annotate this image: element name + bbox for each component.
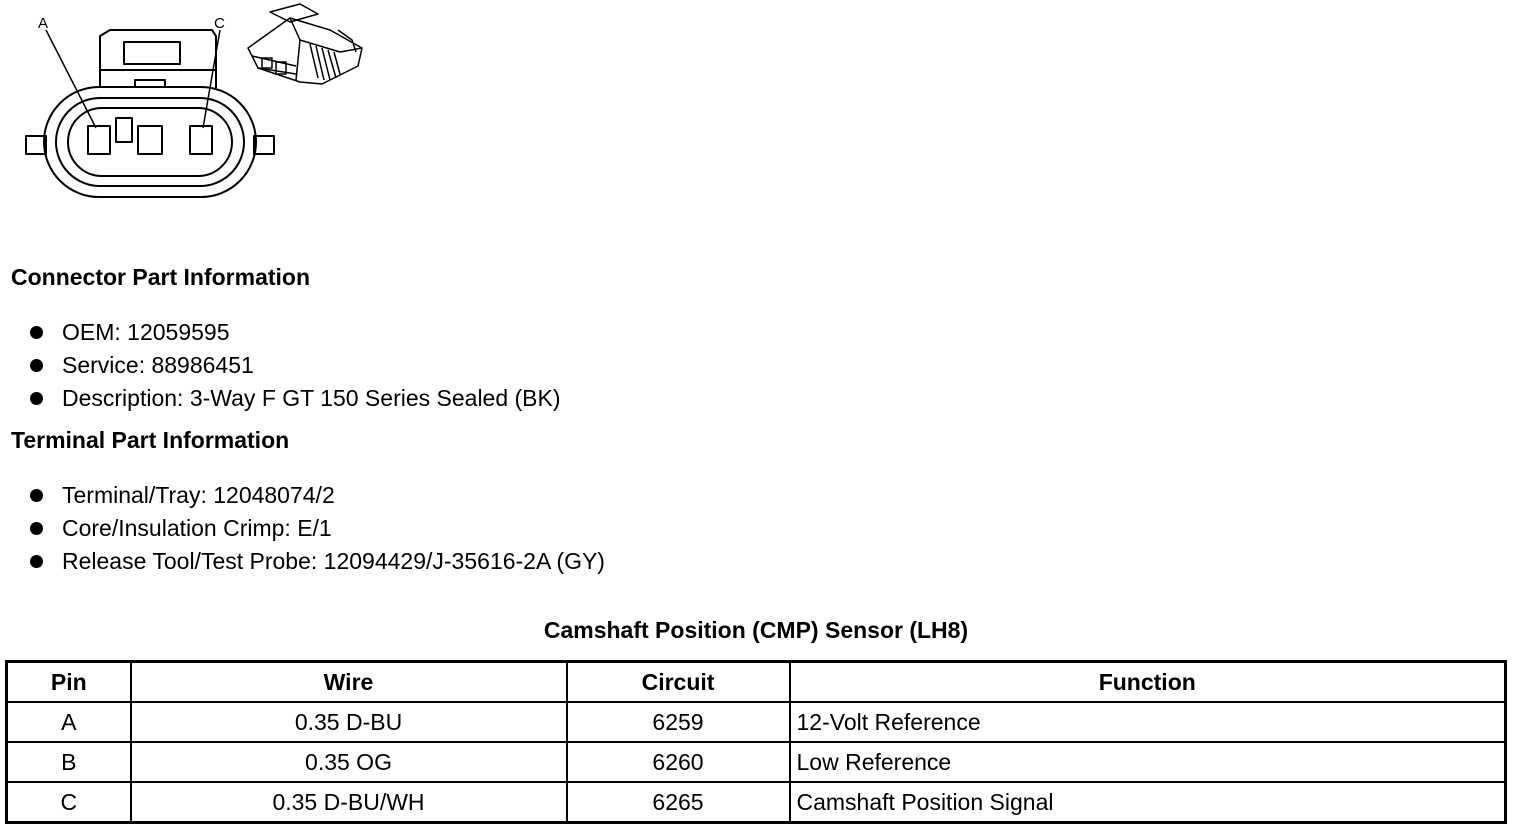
cavity-key — [116, 118, 132, 142]
pinout-table — [5, 660, 1507, 824]
wire-cell: 0.35 D-BU/WH — [131, 782, 567, 823]
connector-part-info-heading: Connector Part Information — [11, 264, 311, 290]
bullet-icon — [30, 359, 43, 372]
bullet-icon — [30, 555, 43, 568]
col-header-pin: Pin — [7, 662, 131, 703]
circuit-cell: 6260 — [567, 742, 790, 782]
connector-outer-body — [44, 87, 256, 197]
terminal-part-info-list — [0, 479, 605, 578]
cavity-c — [190, 126, 212, 154]
wire-cell: 0.35 D-BU — [131, 702, 567, 742]
table-row — [7, 702, 1506, 742]
circuit-cell: 6259 — [567, 702, 790, 742]
list-item: Release Tool/Test Probe: 12094429/J-35616-2A (GY) — [0, 545, 605, 578]
list-item: Terminal/Tray: 12048074/2 — [0, 479, 605, 512]
latch-window — [124, 42, 180, 64]
pin-cell: B — [7, 742, 131, 782]
pin-a-callout: A — [38, 15, 49, 32]
col-header-circuit: Circuit — [567, 662, 790, 703]
terminal-part-info-heading: Terminal Part Information — [11, 427, 290, 453]
pin-cell: A — [7, 702, 131, 742]
wire-cell: 0.35 OG — [131, 742, 567, 782]
connector-part-info-list — [0, 316, 561, 415]
function-cell: Camshaft Position Signal — [790, 782, 1506, 823]
col-header-wire: Wire — [131, 662, 567, 703]
cavity-a — [88, 126, 110, 154]
list-item: OEM: 12059595 — [0, 316, 561, 349]
pin-cell: C — [7, 782, 131, 823]
circuit-cell: 6265 — [567, 782, 790, 823]
pin-c-callout: C — [214, 15, 225, 32]
table-title: Camshaft Position (CMP) Sensor (LH8) — [543, 617, 969, 643]
function-cell: 12-Volt Reference — [790, 702, 1506, 742]
table-row — [7, 782, 1506, 823]
connector-diagram — [0, 0, 380, 215]
table-row — [7, 742, 1506, 782]
bullet-icon — [30, 489, 43, 502]
list-item: Service: 88986451 — [0, 349, 561, 382]
bullet-icon — [30, 392, 43, 405]
function-cell: Low Reference — [790, 742, 1506, 782]
bullet-icon — [30, 326, 43, 339]
cavity-b — [138, 126, 162, 154]
list-item: Description: 3-Way F GT 150 Series Sealed (BK) — [0, 382, 561, 415]
col-header-function: Function — [790, 662, 1506, 703]
left-side-tab — [26, 136, 46, 154]
list-item: Core/Insulation Crimp: E/1 — [0, 512, 605, 545]
table-header-row — [7, 662, 1506, 703]
connector-isometric-view — [248, 4, 362, 84]
right-side-tab — [254, 136, 274, 154]
bullet-icon — [30, 522, 43, 535]
